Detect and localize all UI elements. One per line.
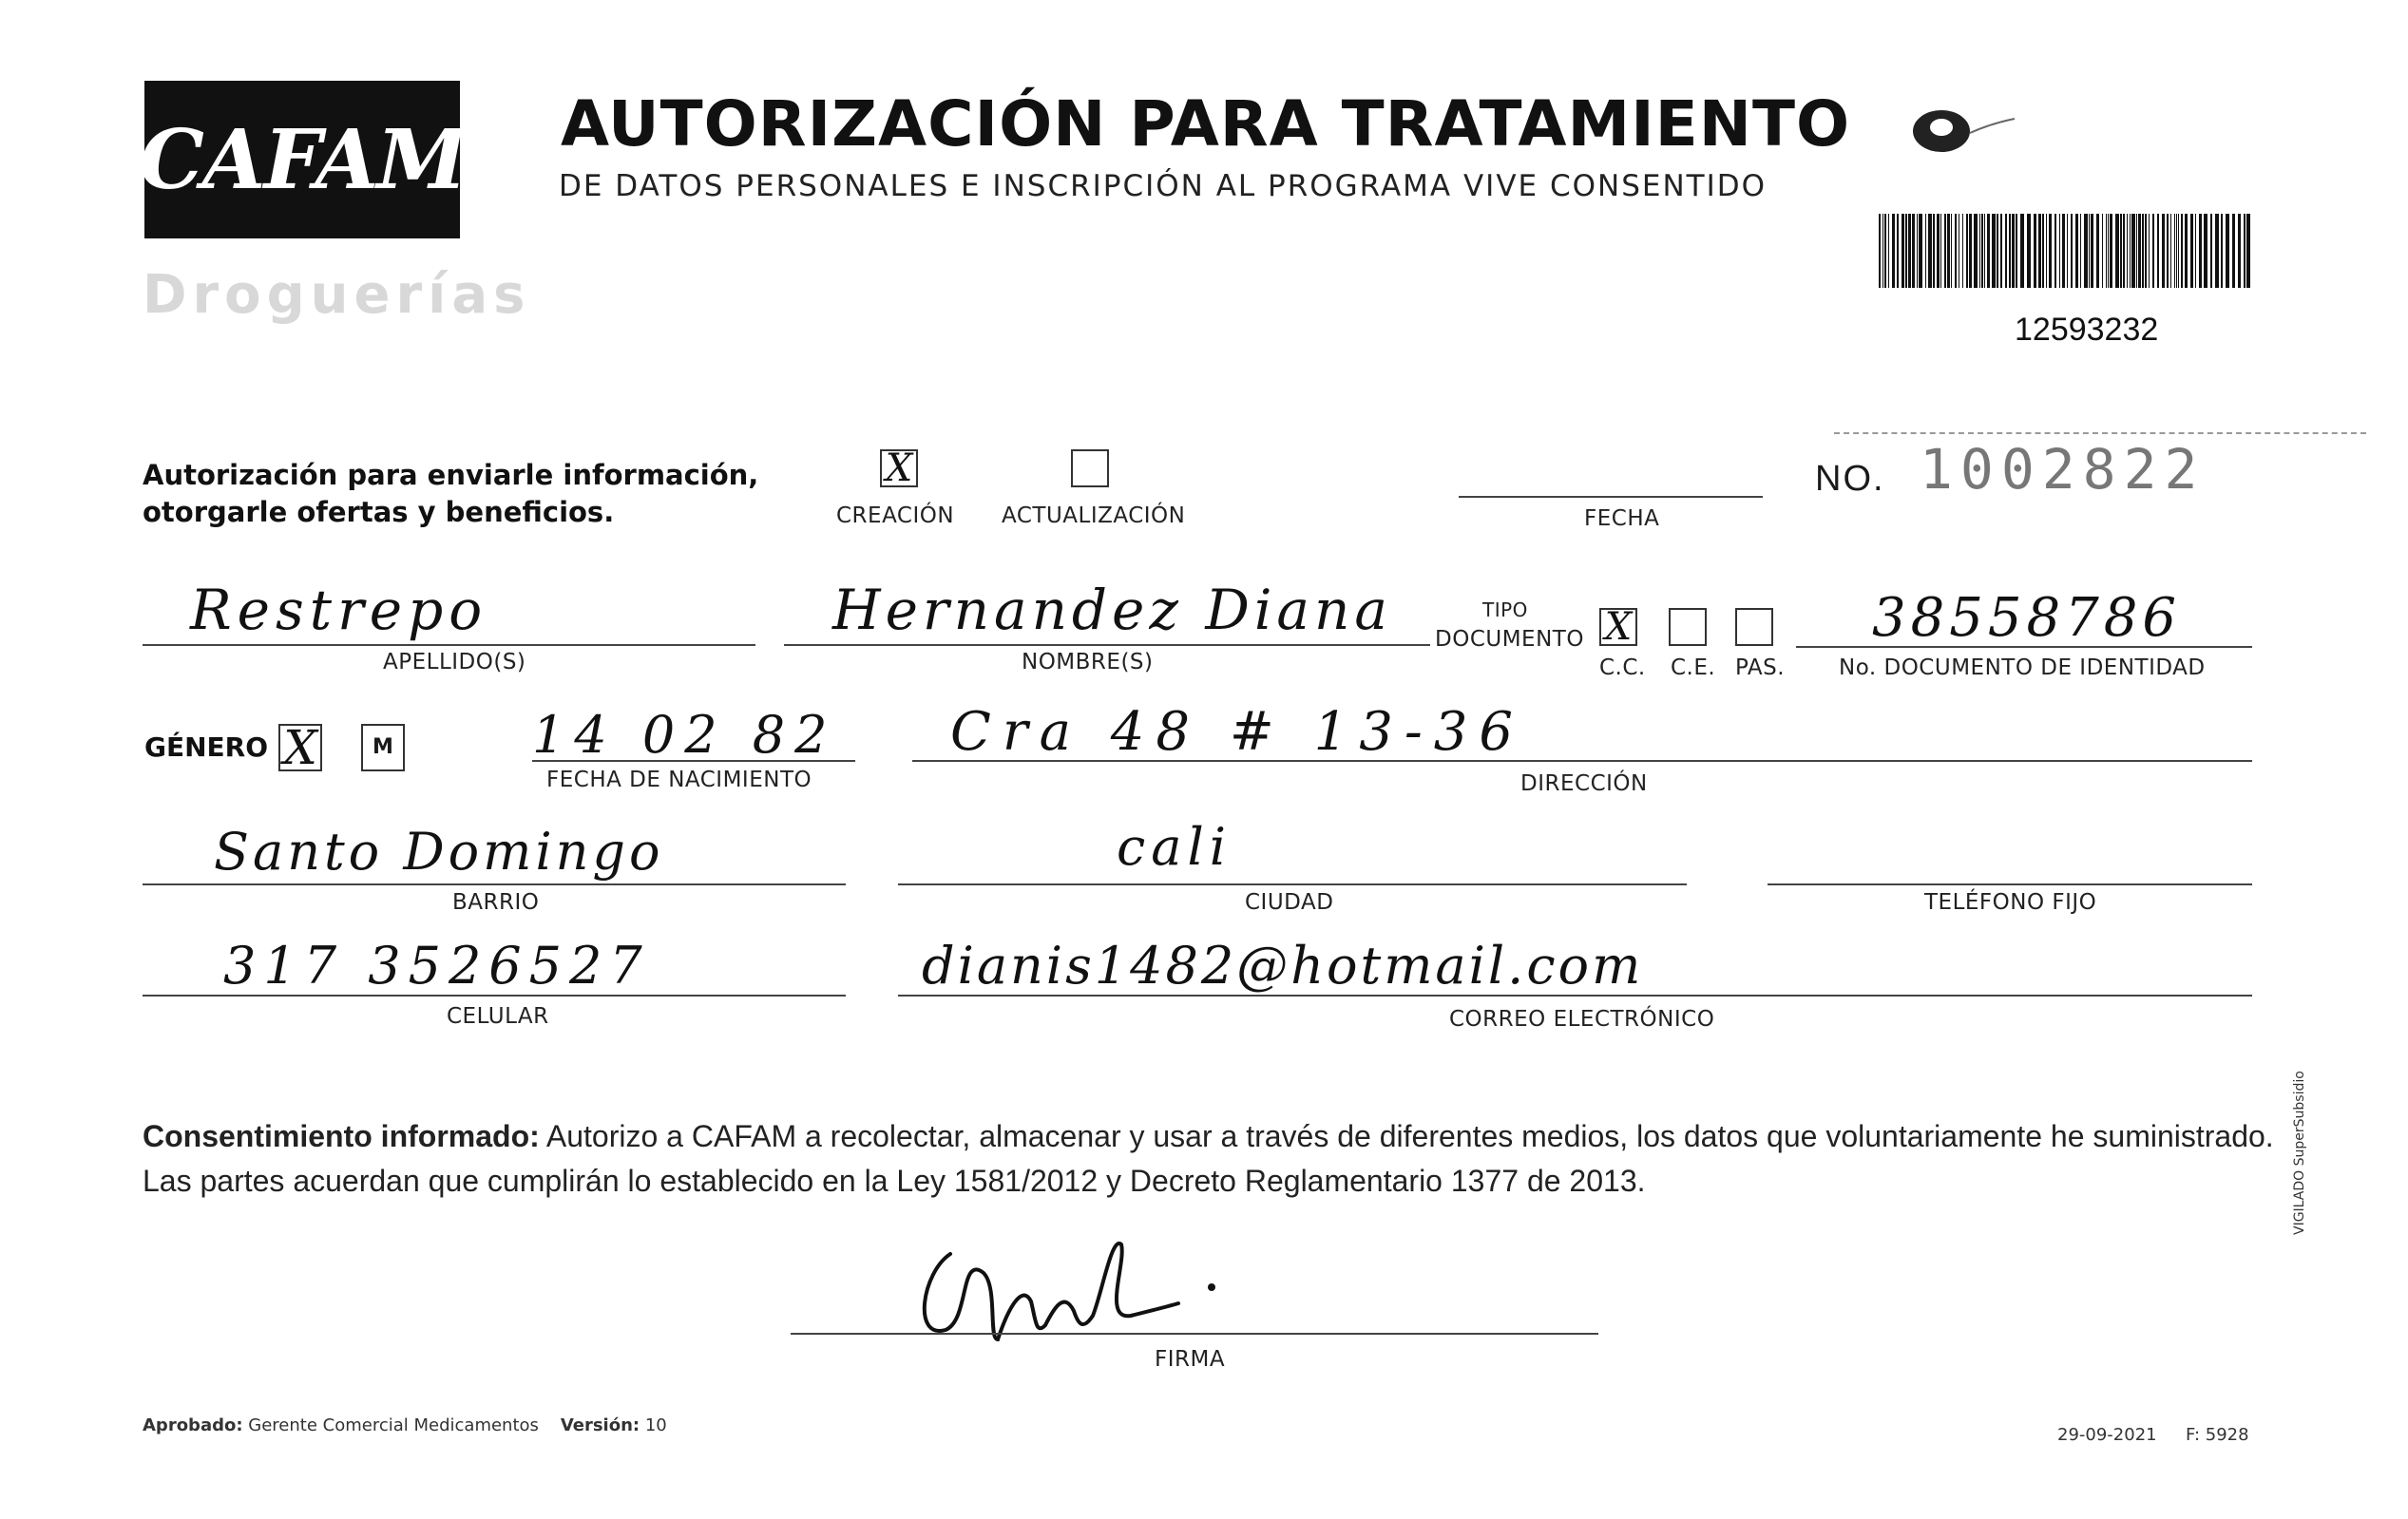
vigilado-vertical-text: VIGILADO SuperSubsidio <box>2292 1071 2307 1235</box>
ciudad-value[interactable]: cali <box>1117 817 1232 877</box>
celular-value[interactable]: 317 3526527 <box>223 936 650 996</box>
handwritten-signature-icon <box>893 1216 1254 1368</box>
page-title: AUTORIZACIÓN PARA TRATAMIENTO <box>561 87 1851 161</box>
direccion-value[interactable]: Cra 48 # 13-36 <box>950 701 1525 763</box>
telefono-line <box>1768 883 2252 885</box>
footer-code: F: 5928 <box>2186 1425 2249 1445</box>
aprobado-label: Aprobado: <box>143 1415 243 1435</box>
genero-f-checkbox[interactable] <box>278 720 322 775</box>
footer-left <box>143 1415 667 1435</box>
actualizacion-label: ACTUALIZACIÓN <box>1002 503 1186 528</box>
cc-label: C.C. <box>1599 655 1646 680</box>
consent-text-1: Autorizo a CAFAM a recolectar, almacenar y usar a través de diferentes medios, los datos que voluntariamente he suministrado. <box>539 1119 2274 1153</box>
consent-paragraph-1 <box>143 1119 2274 1154</box>
ciudad-label: CIUDAD <box>1245 890 1334 915</box>
ce-label: C.E. <box>1671 655 1716 680</box>
fecha-nac-value[interactable]: 14 02 82 <box>532 705 837 765</box>
genero-m-label: M <box>373 735 393 759</box>
logo-subtitle: Droguerías <box>143 264 531 326</box>
creacion-label: CREACIÓN <box>836 503 955 528</box>
aprobado-value: Gerente Comercial Medicamentos <box>248 1415 539 1435</box>
pas-checkbox[interactable] <box>1735 608 1773 646</box>
correo-label: CORREO ELECTRÓNICO <box>1449 1007 1715 1032</box>
no-label: NO. <box>1815 459 1885 499</box>
genero-label: GÉNERO <box>144 731 269 763</box>
barcode-number: 12593232 <box>2015 312 2159 348</box>
footer-date: 29-09-2021 <box>2057 1425 2157 1445</box>
actualizacion-checkbox[interactable] <box>1071 449 1109 487</box>
cc-checkbox[interactable] <box>1599 605 1637 649</box>
nombres-line <box>784 644 1430 646</box>
serial-number: 1002822 <box>1920 437 2206 502</box>
barrio-label: BARRIO <box>452 890 540 915</box>
consent-bold: Consentimiento informado: <box>143 1119 540 1153</box>
tipo-label: TIPO <box>1482 598 1528 621</box>
fecha-label: FECHA <box>1584 506 1660 531</box>
apellidos-label: APELLIDO(S) <box>383 650 526 674</box>
barcode-icon <box>1879 214 2255 288</box>
documento-label: No. DOCUMENTO DE IDENTIDAD <box>1839 655 2206 680</box>
firma-label: FIRMA <box>1155 1347 1226 1372</box>
apellidos-line <box>143 644 755 646</box>
telefono-label: TELÉFONO FIJO <box>1924 890 2097 915</box>
ce-checkbox[interactable] <box>1669 608 1707 646</box>
genero-f-mark: X <box>283 720 317 775</box>
nombres-label: NOMBRE(S) <box>1022 650 1154 674</box>
pas-label: PAS. <box>1735 655 1786 680</box>
version-value: 10 <box>644 1415 667 1435</box>
cafam-logo <box>139 81 466 238</box>
page-subtitle: DE DATOS PERSONALES E INSCRIPCIÓN AL PROGRAMA VIVE CONSENTIDO <box>559 169 1768 203</box>
authorization-label-line1: Autorización para enviarle información, <box>143 459 759 491</box>
cc-mark: X <box>1604 605 1633 649</box>
celular-label: CELULAR <box>447 1004 549 1029</box>
genero-m-checkbox[interactable] <box>361 724 405 771</box>
barrio-line <box>143 883 846 885</box>
authorization-label-line2: otorgarle ofertas y beneficios. <box>143 496 615 528</box>
stamp-mark-icon <box>1896 95 2019 161</box>
documento-value[interactable]: 38558786 <box>1872 587 2182 649</box>
correo-value[interactable]: dianis1482@hotmail.com <box>922 936 1644 996</box>
fecha-line <box>1459 496 1763 498</box>
version-label: Versión: <box>560 1415 640 1435</box>
direccion-label: DIRECCIÓN <box>1520 771 1648 796</box>
creacion-mark: X <box>885 446 913 490</box>
top-rule <box>1834 432 2366 434</box>
ciudad-line <box>898 883 1687 885</box>
apellidos-value[interactable]: Restrepo <box>190 578 488 642</box>
logo-text: CAFAM <box>139 111 466 208</box>
nombres-value[interactable]: Hernandez Diana <box>832 578 1392 642</box>
barrio-value[interactable]: Santo Domingo <box>214 822 664 882</box>
consent-paragraph-2: Las partes acuerdan que cumplirán lo establecido en la Ley 1581/2012 y Decreto Reglamentario 1377 de 2013. <box>143 1164 1646 1198</box>
firma-line <box>791 1333 1598 1335</box>
documento-type-label: DOCUMENTO <box>1435 627 1584 652</box>
creacion-checkbox[interactable] <box>880 446 918 490</box>
fecha-nac-label: FECHA DE NACIMIENTO <box>546 768 812 792</box>
